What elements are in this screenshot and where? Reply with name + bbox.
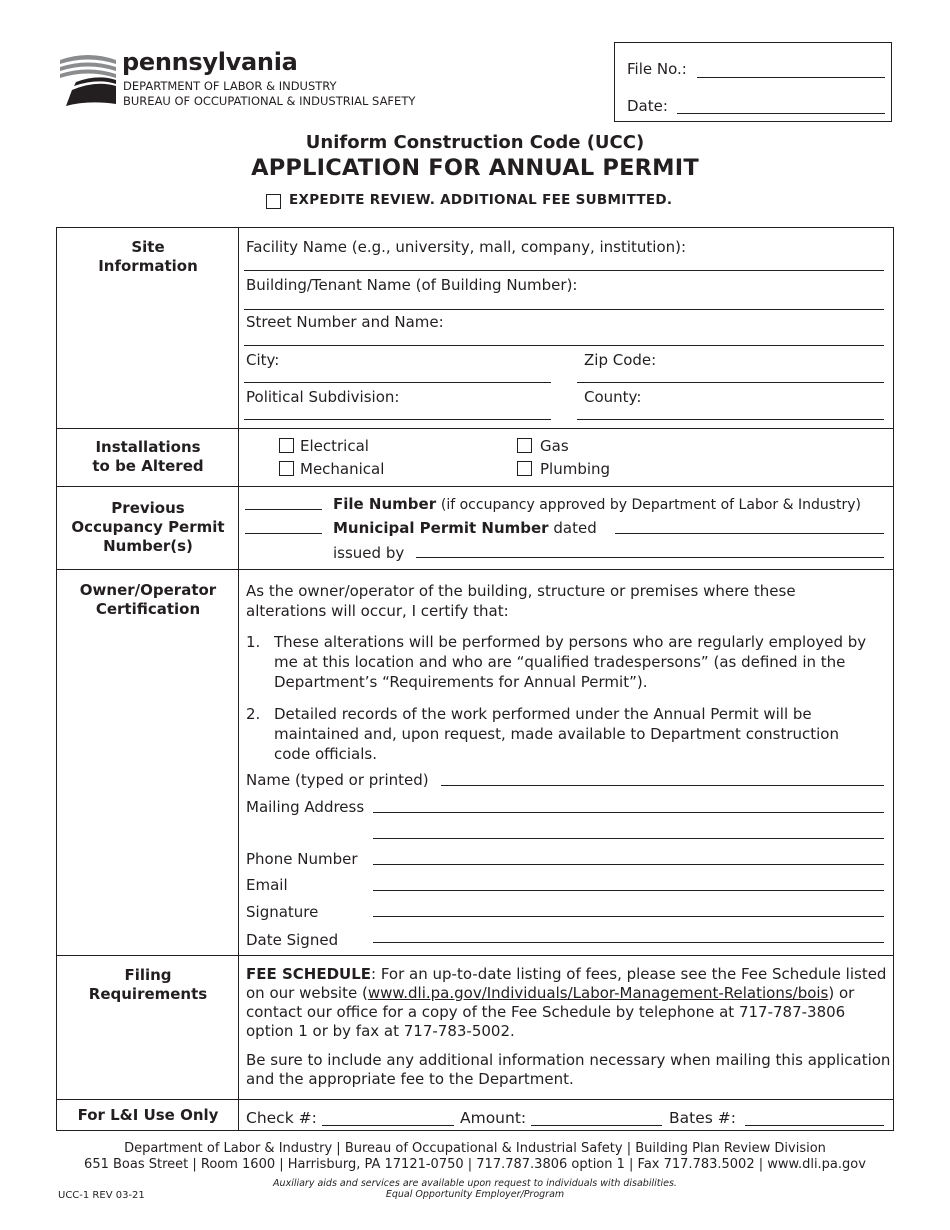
city-field[interactable] — [244, 382, 551, 383]
accessibility-note: Auxiliary aids and services are available upon request to individuals with disabilities. — [273, 1178, 677, 1189]
file-number-box — [614, 42, 892, 122]
department-name: DEPARTMENT OF LABOR & INDUSTRY — [123, 79, 337, 93]
expedite-label: EXPEDITE REVIEW. ADDITIONAL FEE SUBMITTED. — [289, 192, 673, 208]
electrical-checkbox[interactable] — [279, 438, 294, 453]
signature-label: Signature — [246, 903, 319, 921]
county-label: County: — [584, 388, 642, 406]
mechanical-label: Mechanical — [300, 460, 385, 478]
date-field[interactable] — [677, 113, 885, 114]
email-label: Email — [246, 876, 288, 894]
email-field[interactable] — [373, 890, 884, 891]
permit-dated-field[interactable] — [615, 533, 884, 534]
fee-schedule-text: FEE SCHEDULE: For an up-to-date listing of fees, please see the Fee Schedule listed on our website (www.dli.pa.gov/Individuals/Labor-Management-Relations/bois) or contact our office for a copy of the Fee Schedule by telephone at 717-787-3806 option 1 or by fax at 717-783-5002. — [246, 965, 887, 1040]
name-label: Name (typed or printed) — [246, 771, 429, 789]
mailing-address-field-1[interactable] — [373, 812, 884, 813]
pa-keystone-logo-icon — [58, 52, 118, 106]
certification-intro: As the owner/operator of the building, structure or premises where these alterations will occur, I certify that: — [246, 582, 796, 620]
expedite-checkbox[interactable] — [266, 194, 281, 209]
row-divider — [56, 569, 894, 570]
certification-item-2: Detailed records of the work performed under the Annual Permit will be maintained and, upon request, made available to Department construction code officials. — [274, 705, 839, 763]
row-divider — [56, 428, 894, 429]
date-signed-field[interactable] — [373, 942, 884, 943]
issued-by-field[interactable] — [416, 557, 884, 558]
zip-code-label: Zip Code: — [584, 351, 657, 369]
previous-occupancy-label: Previous Occupancy Permit Number(s) — [71, 499, 225, 555]
row-divider — [56, 955, 894, 956]
plumbing-checkbox[interactable] — [517, 461, 532, 476]
street-label: Street Number and Name: — [246, 313, 444, 331]
mailing-address-field-2[interactable] — [373, 838, 884, 839]
political-subdivision-field[interactable] — [244, 419, 551, 420]
amount-field[interactable] — [531, 1125, 662, 1126]
city-label: City: — [246, 351, 280, 369]
row-divider — [56, 1099, 894, 1100]
plumbing-label: Plumbing — [540, 460, 611, 478]
footer-line-2: 651 Boas Street | Room 1600 | Harrisburg, PA 17121-0750 | 717.787.3806 option 1 | Fax 717.783.5002 | www.dli.pa.gov — [84, 1157, 866, 1172]
signature-field[interactable] — [373, 916, 884, 917]
installations-label: Installations to be Altered — [92, 438, 204, 475]
certification-item-1: These alterations will be performed by persons who are regularly employed by me at this location and who are “qualified tradespersons” (as defined in the Department’s “Requirements for Annual Permit”). — [274, 633, 867, 691]
form-subtitle: Uniform Construction Code (UCC) — [305, 132, 645, 153]
mechanical-checkbox[interactable] — [279, 461, 294, 476]
file-number-text: File Number (if occupancy approved by Department of Labor & Industry) — [333, 495, 862, 513]
electrical-label: Electrical — [300, 437, 369, 455]
column-divider — [238, 227, 239, 1131]
logo-wordmark: pennsylvania — [122, 48, 298, 76]
municipal-permit-text: Municipal Permit Number dated — [333, 519, 597, 537]
county-field[interactable] — [577, 419, 884, 420]
check-number-field[interactable] — [322, 1125, 454, 1126]
form-revision: UCC-1 REV 03-21 — [58, 1190, 145, 1201]
row-divider — [56, 486, 894, 487]
owner-certification-label: Owner/Operator Certification — [79, 581, 217, 618]
form-title: APPLICATION FOR ANNUAL PERMIT — [251, 155, 699, 181]
equal-opportunity-note: Equal Opportunity Employer/Program — [385, 1189, 565, 1200]
item-1-number: 1. — [246, 633, 261, 651]
gas-checkbox[interactable] — [517, 438, 532, 453]
name-field[interactable] — [441, 785, 884, 786]
bureau-name: BUREAU OF OCCUPATIONAL & INDUSTRIAL SAFETY — [123, 94, 416, 108]
facility-name-label: Facility Name (e.g., university, mall, company, institution): — [246, 238, 687, 256]
issued-by-label: issued by — [333, 544, 405, 562]
facility-name-field[interactable] — [244, 270, 884, 271]
bates-number-label: Bates #: — [669, 1109, 736, 1127]
file-no-field[interactable] — [697, 77, 885, 78]
site-information-label: Site Information — [98, 238, 198, 275]
check-number-label: Check #: — [246, 1109, 317, 1127]
bates-number-field[interactable] — [745, 1125, 884, 1126]
date-label: Date: — [627, 97, 668, 115]
file-number-field[interactable] — [245, 509, 322, 510]
phone-number-label: Phone Number — [246, 850, 358, 868]
item-2-number: 2. — [246, 705, 261, 723]
office-use-label: For L&I Use Only — [77, 1106, 219, 1124]
phone-number-field[interactable] — [373, 864, 884, 865]
building-name-label: Building/Tenant Name (of Building Number): — [246, 276, 578, 294]
municipal-permit-number-field[interactable] — [245, 533, 322, 534]
filing-requirements-label: Filing Requirements — [88, 966, 208, 1003]
mailing-address-label: Mailing Address — [246, 798, 365, 816]
mailing-note: Be sure to include any additional information necessary when mailing this application and the appropriate fee to the Department. — [246, 1051, 891, 1088]
footer-line-1: Department of Labor & Industry | Bureau of Occupational & Industrial Safety | Building Plan Review Division — [124, 1141, 826, 1156]
gas-label: Gas — [540, 437, 569, 455]
fee-schedule-link[interactable]: www.dli.pa.gov/Individuals/Labor-Management-Relations/bois — [367, 984, 829, 1002]
file-no-label: File No.: — [627, 60, 687, 78]
political-subdivision-label: Political Subdivision: — [246, 388, 400, 406]
building-name-field[interactable] — [244, 309, 884, 310]
date-signed-label: Date Signed — [246, 931, 339, 949]
zip-code-field[interactable] — [577, 382, 884, 383]
amount-label: Amount: — [460, 1109, 527, 1127]
street-field[interactable] — [244, 345, 884, 346]
